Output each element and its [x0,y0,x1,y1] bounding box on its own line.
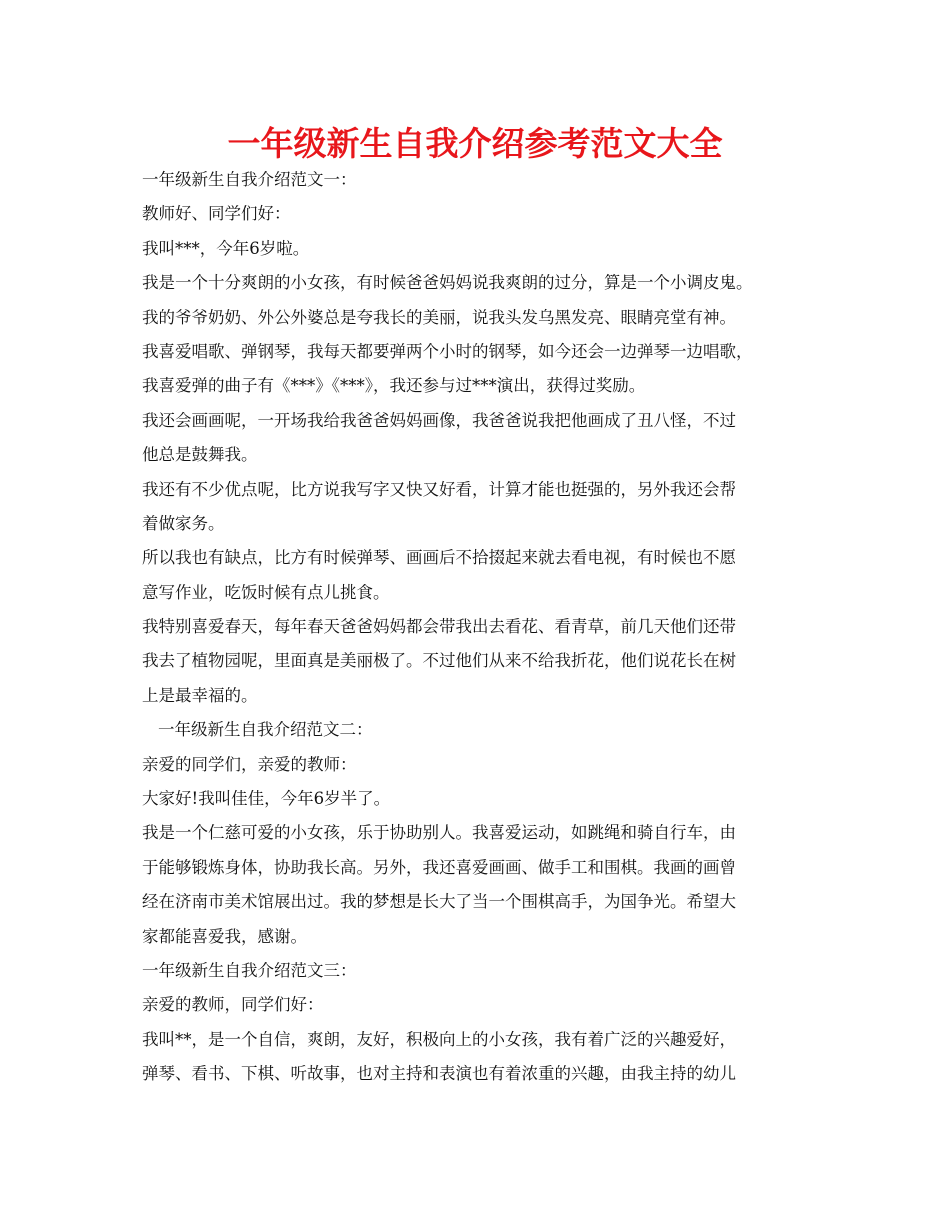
text-line: 我还会画画呢，一开场我给我爸爸妈妈画像，我爸爸说我把他画成了丑八怪，不过 [142,410,736,430]
text-line: 一年级新生自我介绍范文三： [142,960,357,980]
text-line: 他总是鼓舞我。 [142,445,258,465]
text-line: 我还有不少优点呢，比方说我写字又快又好看，计算才能也挺强的，另外我还会帮 [142,479,736,499]
text-line: 我的爷爷奶奶、外公外婆总是夸我长的美丽，说我头发乌黑发亮、眼睛亮堂有神。 [142,307,736,327]
text-line: 一年级新生自我介绍范文一： [142,170,357,189]
text-line: 所以我也有缺点，比方有时候弹琴、画画后不拾掇起来就去看电视，有时候也不愿 [142,548,736,568]
text-line: 我叫**，是一个自信，爽朗，友好，积极向上的小女孩，我有着广泛的兴趣爱好， [142,1029,736,1049]
text-line: 家都能喜爱我，感谢。 [142,926,307,946]
text-line: 意写作业，吃饭时候有点儿挑食。 [142,582,390,602]
document-body [142,163,810,1092]
document-title: 一年级新生自我介绍参考范文大全 [227,124,723,163]
text-line: 上是最幸福的。 [142,685,258,705]
text-line: 我特别喜爱春天，每年春天爸爸妈妈都会带我出去看花、看青草，前几天他们还带 [142,617,736,637]
text-line: 教师好、同学们好： [142,204,291,224]
text-line: 我叫***，今年6岁啦。 [142,238,310,258]
text-line: 我是一个仁慈可爱的小女孩，乐于协助别人。我喜爱运动，如跳绳和骑自行车，由 [142,823,736,843]
text-line: 亲爱的同学们，亲爱的教师： [142,754,357,774]
text-line: 弹琴、看书、下棋、听故事，也对主持和表演也有着浓重的兴趣，由我主持的幼儿 [142,1064,736,1084]
text-line: 我喜爱弹的曲子有《***》《***》，我还参与过***演出，获得过奖励。 [142,376,646,396]
text-line: 着做家务。 [142,513,225,533]
text-line: 大家好!我叫佳佳，今年6岁半了。 [142,789,391,809]
text-line: 我是一个十分爽朗的小女孩，有时候爸爸妈妈说我爽朗的过分，算是一个小调皮鬼。 [142,273,753,293]
text-line: 于能够锻炼身体，协助我长高。另外，我还喜爱画画、做手工和围棋。我画的画曾 [142,857,736,877]
text-line: 亲爱的教师，同学们好： [142,995,324,1015]
text-line: 我喜爱唱歌、弹钢琴，我每天都要弹两个小时的钢琴，如今还会一边弹琴一边唱歌， [142,341,753,361]
text-line: 一年级新生自我介绍范文二： [158,720,373,740]
text-line: 经在济南市美术馆展出过。我的梦想是长大了当一个围棋高手，为国争光。希望大 [142,892,736,912]
text-line: 我去了植物园呢，里面真是美丽极了。不过他们从来不给我折花，他们说花长在树 [142,651,736,671]
